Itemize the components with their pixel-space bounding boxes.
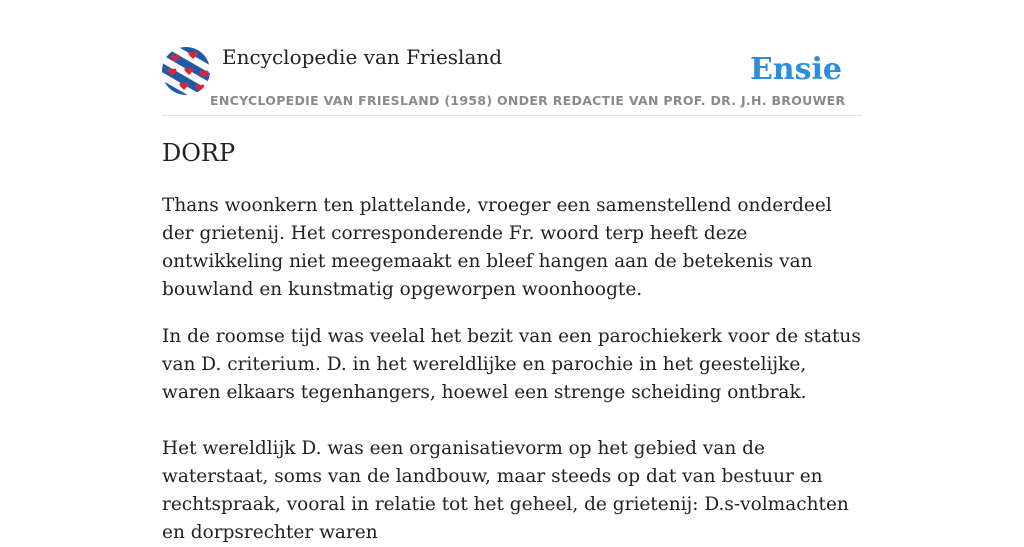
article-paragraph: Thans woonkern ten plattelande, vroeger een samenstellend onderdeel der grietenij. Het corresponderende Fr. woord terp heeft deze ontwikkeling niet meegemaakt en bleef hangen aan de betekenis van bouwland en kunstmatig opgeworpen woonhoogte.: [162, 195, 832, 300]
article-paragraph: Het wereldlijk D. was een organisatievorm op het gebied van de waterstaat, soms van de landbouw, maar steeds op dat van bestuur en rechtspraak, vooral in relatie tot het geheel, de grietenij: D.s-volmachten en dorpsrechter waren: [162, 438, 849, 543]
encyclopedia-subtitle: ENCYCLOPEDIE VAN FRIESLAND (1958) ONDER REDACTIE VAN PROF. DR. J.H. BROUWER: [210, 93, 846, 108]
site-title[interactable]: Encyclopedie van Friesland: [222, 45, 503, 69]
page-container: [162, 0, 862, 543]
frisian-flag-logo-icon[interactable]: [162, 47, 210, 95]
brand-logo[interactable]: Ensie: [749, 52, 842, 87]
header-divider: [162, 115, 862, 116]
article-paragraph: In de roomse tijd was veelal het bezit van een parochiekerk voor de status van D. criterium. D. in het wereldlijke en parochie in het geestelijke, waren elkaars tegenhangers, hoewel een strenge scheiding ontbrak.: [162, 326, 861, 403]
page-title: DORP: [162, 139, 236, 167]
